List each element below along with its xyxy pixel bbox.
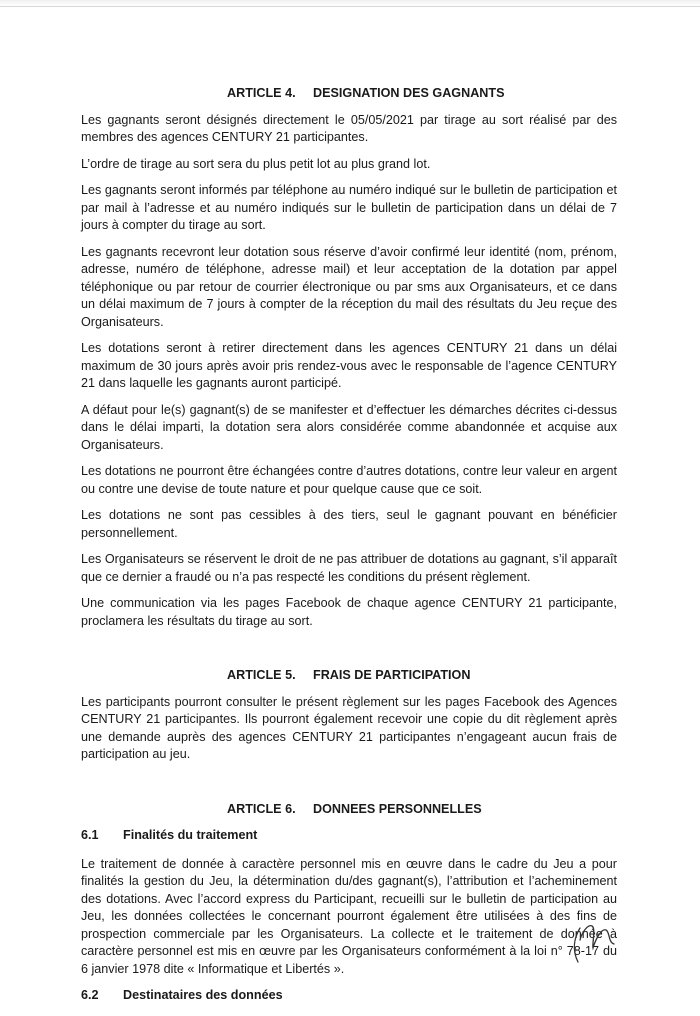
- section-6-1-number: 6.1: [81, 828, 99, 842]
- article-5-title: FRAIS DE PARTICIPATION: [313, 668, 471, 682]
- article-4-paragraph-6: A défaut pour le(s) gagnant(s) de se manifester et d’effectuer les démarches décrites ci-dessus dans le délai imparti, la dotation sera alors considérée comme abandonnée et acquise aux Organisateurs.: [81, 402, 617, 452]
- section-6-2-number: 6.2: [81, 988, 99, 1002]
- article-4-title: DESIGNATION DES GAGNANTS: [313, 86, 505, 100]
- scan-top-edge: [0, 0, 700, 7]
- article-4-paragraph-9: Les Organisateurs se réservent le droit de ne pas attribuer de dotations au gagnant, s’il apparaît que ce dernier a fraudé ou n’a pas respecté les conditions du présent règlement.: [81, 552, 617, 584]
- article-5-heading: [227, 667, 617, 685]
- section-6-2-title: Destinataires des données: [123, 988, 283, 1002]
- article-5-paragraph-1: Les participants pourront consulter le présent règlement sur les pages Facebook des Agences CENTURY 21 participantes. Ils pourront également recevoir une copie du dit règlement après une demande auprès des agences CENTURY 21 participantes n’engageant aucun frais de participation au jeu.: [81, 694, 617, 761]
- article-4-paragraph-10: Une communication via les pages Facebook de chaque agence CENTURY 21 participante, proclamera les résultats du tirage au sort.: [81, 596, 617, 628]
- article-5-number: ARTICLE 5.: [227, 668, 296, 682]
- document-page: [81, 85, 617, 1016]
- article-4-heading: [227, 85, 617, 103]
- initials-signature: [566, 910, 626, 970]
- section-6-1-heading: [81, 827, 617, 845]
- article-4-paragraph-7: Les dotations ne pourront être échangées contre d’autres dotations, contre leur valeur en argent ou contre une devise de toute nature et pour quelque cause que ce soit.: [81, 464, 617, 496]
- section-6-1-paragraph: Le traitement de donnée à caractère personnel mis en œuvre dans le cadre du Jeu a pour finalités la gestion du Jeu, la détermination du/des gagnant(s), l’attribution et l’acheminement des dotations. Avec l’accord express du Participant, recueilli sur le bulletin de participation au Jeu, les données collectées le concernant pourront également être utilisées à des fins de prospection commerciale par les Organisateurs. La collecte et le traitement de donnée à caractère personnel est mis en œuvre par les Organisateurs conformément à la loi n° 78-17 du 6 janvier 1978 dite « Informatique et Libertés ».: [81, 856, 617, 976]
- article-4-paragraph-8: Les dotations ne sont pas cessibles à des tiers, seul le gagnant pouvant en bénéficier personnellement.: [81, 508, 617, 540]
- article-4-paragraph-2: L’ordre de tirage au sort sera du plus petit lot au plus grand lot.: [81, 156, 431, 171]
- spacer: [81, 773, 617, 801]
- article-4-number: ARTICLE 4.: [227, 86, 296, 100]
- article-4-paragraph-3: Les gagnants seront informés par téléphone au numéro indiqué sur le bulletin de participation et par mail à l’adresse et au numéro indiqués sur le bulletin de participation dans un délai de 7 jours à compter du tirage au sort.: [81, 183, 617, 232]
- section-6-1-title: Finalités du traitement: [123, 828, 258, 842]
- article-4-paragraph-5: Les dotations seront à retirer directement dans les agences CENTURY 21 dans un délai maximum de 30 jours après avoir pris rendez-vous avec le responsable de l’agence CENTURY 21 dans laquelle les gagnants auront participé.: [81, 341, 617, 390]
- article-6-heading: [227, 801, 617, 819]
- article-4-paragraph-1: Les gagnants seront désignés directement le 05/05/2021 par tirage au sort réalisé par des membres des agences CENTURY 21 participantes.: [81, 112, 617, 144]
- spacer: [81, 639, 617, 667]
- article-6-title: DONNEES PERSONNELLES: [313, 801, 482, 816]
- article-6-number: ARTICLE 6.: [227, 801, 296, 816]
- article-4-paragraph-4: Les gagnants recevront leur dotation sous réserve d’avoir confirmé leur identité (nom, prénom, adresse, numéro de téléphone, adresse mail) et leur acceptation de la dotation par appel téléphonique ou par retour de courrier électronique ou par sms aux Organisateurs, et ce dans un délai maximum de 7 jours à compter de la réception du mail des résultats du Jeu reçue des Organisateurs.: [81, 244, 617, 329]
